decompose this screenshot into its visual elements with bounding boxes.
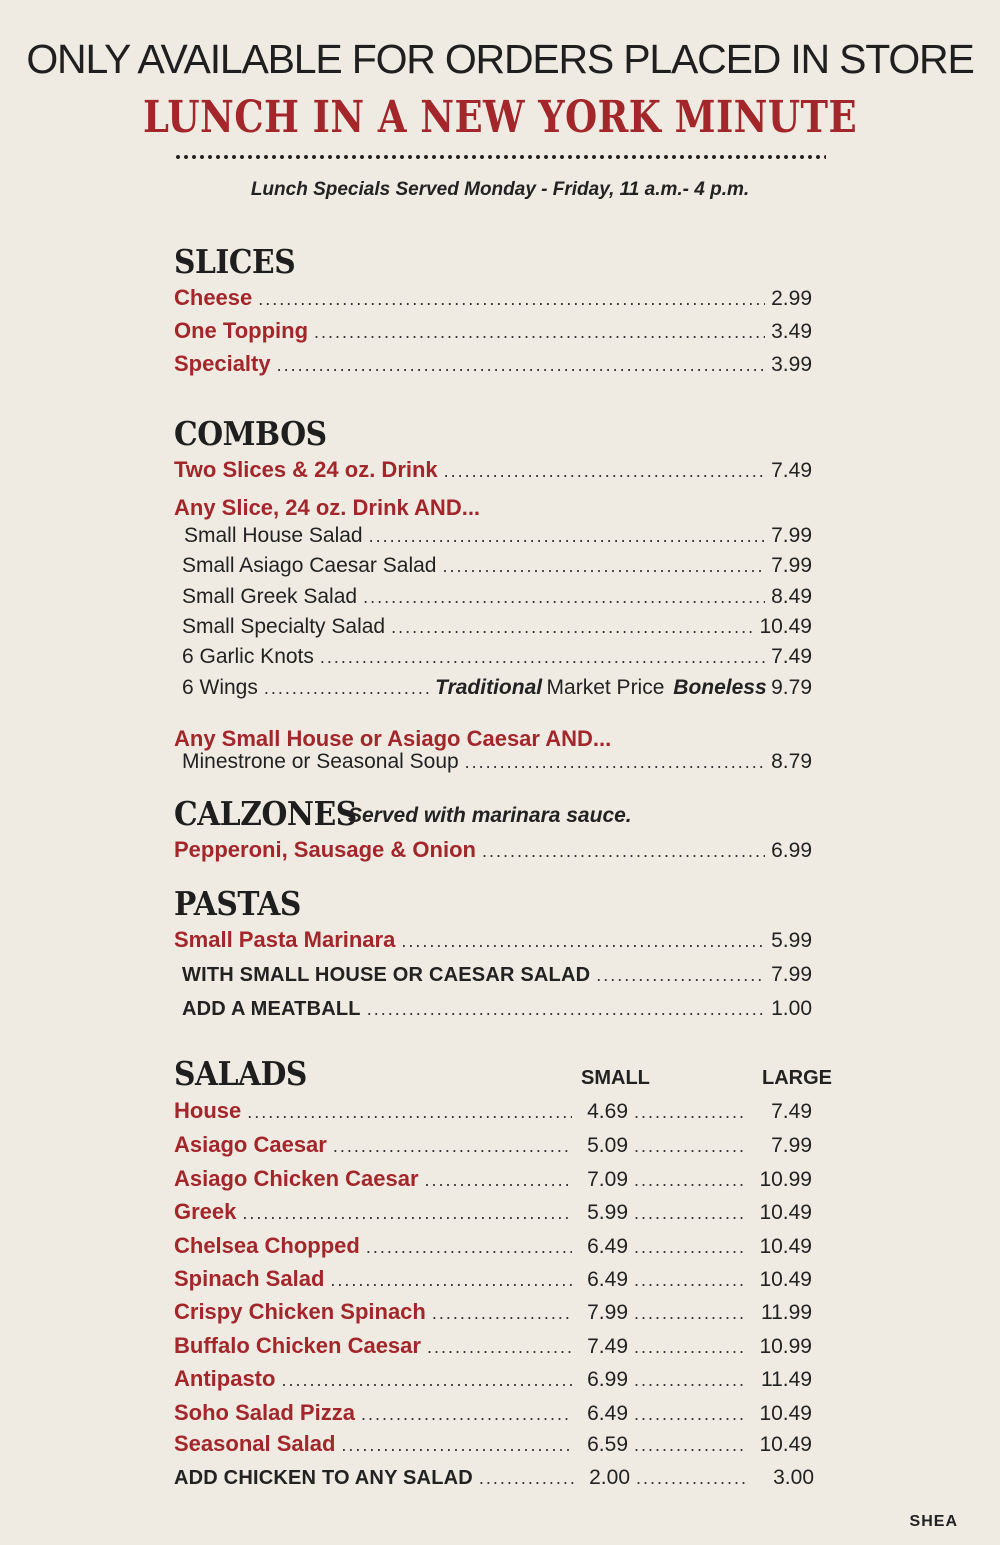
price-small: 4.69: [587, 1100, 628, 1123]
price-large: 11.49: [761, 1368, 812, 1391]
dot-leader: [479, 1468, 574, 1489]
item-name: Buffalo Chicken Caesar: [174, 1333, 421, 1358]
section-heading-salads: SALADS: [174, 1054, 307, 1093]
item-price: 8.79: [771, 750, 812, 773]
salad-row: [174, 1299, 812, 1329]
price-large: 7.49: [771, 1100, 812, 1123]
item-name: Chelsea Chopped: [174, 1233, 360, 1258]
dot-leader: [634, 1404, 744, 1425]
item-name: Asiago Chicken Caesar: [174, 1166, 419, 1191]
column-header-large: LARGE: [762, 1067, 832, 1089]
combo-subheading: Any Slice, 24 oz. Drink AND...: [174, 495, 481, 520]
item-price: 7.49: [771, 645, 812, 668]
price-large: 10.99: [759, 1335, 812, 1358]
calzone-note: Served with marinara sauce.: [348, 804, 632, 827]
item-price: 3.99: [771, 353, 812, 376]
dot-leader: [363, 587, 765, 608]
menu-item: [182, 750, 812, 780]
price-small: 5.99: [587, 1201, 628, 1224]
menu-item: [174, 457, 812, 487]
dot-leader: [634, 1435, 744, 1456]
dot-leader: [634, 1170, 744, 1191]
dot-leader: [634, 1237, 744, 1258]
price-small: 2.00: [589, 1466, 630, 1489]
dot-leader: [367, 999, 765, 1020]
item-price: 3.49: [771, 320, 812, 343]
item-name: ADD CHICKEN TO ANY SALAD: [174, 1467, 473, 1489]
item-price: 9.79: [771, 676, 812, 699]
item-name: Two Slices & 24 oz. Drink: [174, 457, 438, 482]
salad-row: [174, 1233, 812, 1263]
wings-traditional-label: Traditional: [435, 676, 543, 699]
dot-leader: [341, 1435, 572, 1456]
menu-item: [174, 837, 812, 867]
item-name: WITH SMALL HOUSE OR CAESAR SALAD: [182, 964, 591, 986]
price-large: 10.99: [759, 1168, 812, 1191]
item-name: House: [174, 1098, 242, 1123]
dot-leader: [634, 1370, 744, 1391]
lunch-hours: Lunch Specials Served Monday - Friday, 11 a.m.- 4 p.m.: [250, 179, 750, 200]
item-price: 6.99: [771, 839, 812, 862]
price-large: 7.99: [771, 1134, 812, 1157]
dot-leader: [636, 1468, 746, 1489]
dot-leader: [320, 647, 765, 668]
dot-leader: [247, 1102, 572, 1123]
salad-row: [174, 1431, 812, 1461]
section-heading-combos: COMBOS: [174, 414, 327, 453]
dot-leader: [369, 526, 766, 547]
price-small: 5.09: [587, 1134, 628, 1157]
dot-leader: [258, 289, 765, 310]
in-store-notice: ONLY AVAILABLE FOR ORDERS PLACED IN STORE: [26, 36, 974, 82]
footer-tag: SHEA: [909, 1513, 958, 1530]
salad-row: [174, 1333, 812, 1363]
item-name: 6 Wings: [182, 676, 258, 699]
item-name: Antipasto: [174, 1366, 276, 1391]
item-name: Small Pasta Marinara: [174, 927, 396, 952]
price-large: 11.99: [761, 1301, 812, 1324]
dot-leader: [242, 1203, 572, 1224]
menu-item: [174, 285, 812, 315]
item-name: Specialty: [174, 351, 271, 376]
price-large: 10.49: [759, 1402, 812, 1425]
dot-leader: [465, 752, 765, 773]
column-header-small: SMALL: [581, 1067, 650, 1089]
item-name: Small House Salad: [184, 524, 363, 547]
salad-row: [174, 1266, 812, 1296]
combo-subheading: Any Small House or Asiago Caesar AND...: [174, 726, 612, 751]
dot-leader: [634, 1337, 744, 1358]
item-name: Asiago Caesar: [174, 1132, 327, 1157]
price-small: 6.49: [587, 1268, 628, 1291]
wings-boneless-label: Boneless: [673, 676, 767, 699]
wings-traditional-price: Market Price: [546, 676, 665, 699]
dot-leader: [634, 1303, 744, 1324]
section-heading-calzones: CALZONES: [174, 794, 357, 833]
dot-leader: [330, 1270, 572, 1291]
price-small: 6.49: [587, 1235, 628, 1258]
dot-leader: [361, 1404, 572, 1425]
dot-leader: [442, 556, 765, 577]
item-name: Small Specialty Salad: [182, 615, 386, 638]
price-large: 10.49: [759, 1201, 812, 1224]
menu-item: [182, 585, 812, 615]
section-heading-slices: SLICES: [174, 242, 296, 281]
item-name: Minestrone or Seasonal Soup: [182, 750, 459, 773]
dot-leader: [366, 1237, 572, 1258]
salad-add-chicken-row: [174, 1466, 814, 1496]
dot-leader: [277, 355, 766, 376]
price-large: 10.49: [759, 1235, 812, 1258]
dot-leader: [634, 1102, 744, 1123]
item-name: Spinach Salad: [174, 1266, 325, 1291]
dot-leader: [634, 1270, 744, 1291]
dot-leader: [281, 1370, 572, 1391]
price-small: 6.49: [587, 1402, 628, 1425]
dot-leader: [425, 1170, 572, 1191]
menu-item: [182, 554, 812, 584]
dot-leader: [264, 678, 429, 699]
price-large: 10.49: [759, 1268, 812, 1291]
menu-title: LUNCH IN A NEW YORK MINUTE: [142, 92, 858, 143]
item-name: Cheese: [174, 285, 253, 310]
item-name: Small Greek Salad: [182, 585, 358, 608]
menu-item: [174, 318, 812, 348]
salad-row: [174, 1366, 812, 1396]
menu-item-wings: [182, 676, 812, 706]
dot-leader: [314, 322, 765, 343]
price-small: 7.99: [587, 1301, 628, 1324]
salad-row: [174, 1400, 812, 1430]
item-price: 10.49: [759, 615, 812, 638]
dot-leader: [427, 1337, 572, 1358]
item-name: Seasonal Salad: [174, 1431, 336, 1456]
salad-row: [174, 1166, 812, 1196]
dot-leader: [401, 931, 765, 952]
item-name: ADD A MEATBALL: [182, 998, 361, 1020]
price-large: 3.00: [773, 1466, 814, 1489]
menu-item: [182, 997, 812, 1027]
dot-leader: [432, 1303, 572, 1324]
dot-leader: [596, 965, 765, 986]
item-name: Soho Salad Pizza: [174, 1400, 355, 1425]
item-name: Crispy Chicken Spinach: [174, 1299, 426, 1324]
item-price: 7.99: [771, 963, 812, 986]
dot-leader: [634, 1136, 744, 1157]
section-heading-pastas: PASTAS: [174, 884, 301, 923]
dotted-divider: [174, 154, 826, 160]
dot-leader: [444, 461, 765, 482]
item-price: 7.99: [771, 554, 812, 577]
dot-leader: [634, 1203, 744, 1224]
salad-row: [174, 1132, 812, 1162]
menu-item: [182, 615, 812, 645]
price-small: 6.99: [587, 1368, 628, 1391]
dot-leader: [482, 841, 765, 862]
item-price: 1.00: [771, 997, 812, 1020]
price-small: 7.49: [587, 1335, 628, 1358]
menu-item: [174, 927, 812, 957]
menu-item: [184, 524, 812, 554]
salad-row: [174, 1098, 812, 1128]
item-price: 8.49: [771, 585, 812, 608]
price-small: 6.59: [587, 1433, 628, 1456]
item-name: Small Asiago Caesar Salad: [182, 554, 437, 577]
item-price: 2.99: [771, 287, 812, 310]
item-name: Greek: [174, 1199, 237, 1224]
price-large: 10.49: [759, 1433, 812, 1456]
item-price: 5.99: [771, 929, 812, 952]
dot-leader: [333, 1136, 572, 1157]
item-name: Pepperoni, Sausage & Onion: [174, 837, 476, 862]
salad-row: [174, 1199, 812, 1229]
dot-leader: [391, 617, 753, 638]
price-small: 7.09: [587, 1168, 628, 1191]
menu-item: [182, 645, 812, 675]
item-name: One Topping: [174, 318, 309, 343]
menu-item: [182, 963, 812, 993]
item-name: 6 Garlic Knots: [182, 645, 314, 668]
menu-item: [174, 351, 812, 381]
item-price: 7.99: [771, 524, 812, 547]
item-price: 7.49: [771, 459, 812, 482]
